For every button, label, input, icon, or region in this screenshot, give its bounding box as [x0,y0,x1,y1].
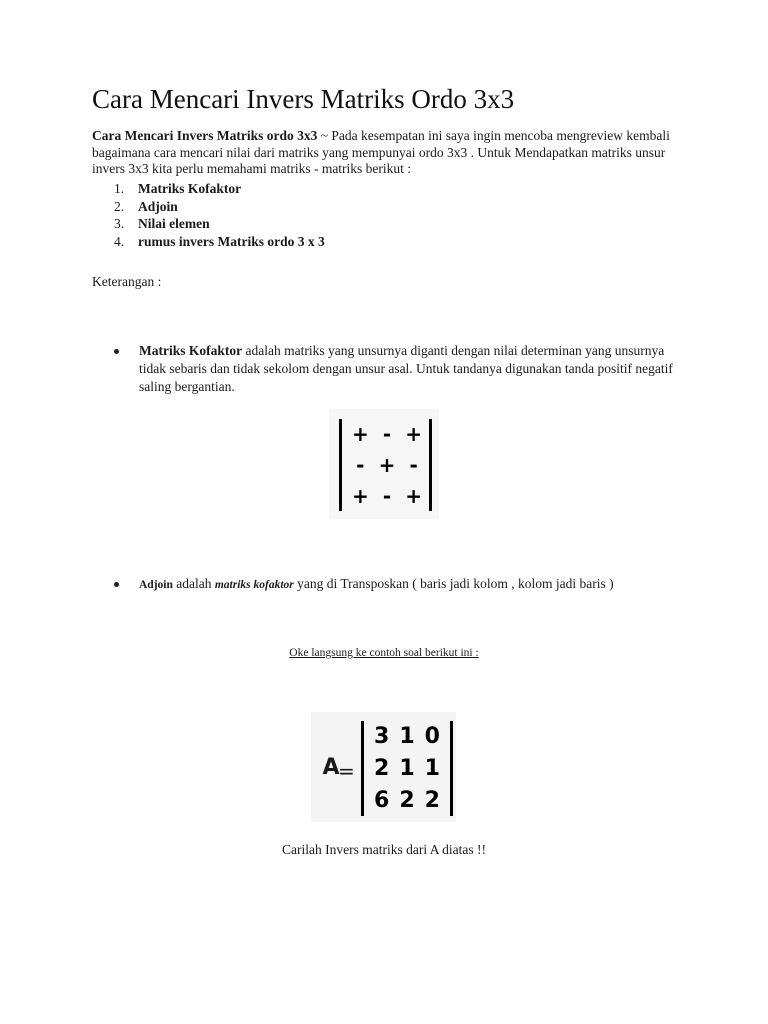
matrix-cell: 3 [374,724,390,750]
list-label: Nilai elemen [138,216,210,231]
adjoin-text2: yang di Transposkan ( baris jadi kolom , kolom jadi baris ) [293,576,614,591]
sign-cell: - [409,452,418,477]
matrix-a-grid [369,721,445,816]
list-number: 1. [114,181,125,196]
question-text: Carilah Invers matriks dari A diatas !! [282,842,486,857]
list-label: rumus invers Matriks ordo 3 x 3 [138,233,325,249]
kofaktor-bold: Matriks Kofaktor [139,343,243,358]
adjoin-text [139,575,674,594]
matrix-left-bar [339,419,342,511]
list-item [92,233,325,251]
list-item [92,180,325,198]
list-item [92,198,325,216]
list-item [92,215,325,233]
matrix-cell: 6 [374,787,390,813]
matrix-cell: 1 [399,755,415,781]
sign-cell: - [356,452,365,477]
adjoin-italic: matriks kofaktor [214,579,294,591]
matrix-label: A [322,755,340,780]
matrix-cell: 0 [424,724,440,750]
matrix-a-image [311,712,456,822]
sign-cell: + [378,452,396,477]
adjoin-text1: adalah [172,576,215,591]
sign-matrix-grid [347,419,427,511]
keterangan-label: Keterangan : [92,274,162,289]
matrix-cell: 2 [399,787,415,813]
intro-bold: Cara Mencari Invers Matriks ordo 3x3 [92,128,318,143]
matrix-cell: 2 [424,787,440,813]
sign-cell: + [405,483,423,508]
sign-cell: + [351,483,369,508]
example-intro: Oke langsung ke contoh soal berikut ini : [289,647,479,659]
matrix-right-bar [450,721,453,816]
kofaktor-desc: adalah matriks yang unsurnya diganti dengan nilai determinan yang unsurnya tidak sebaris dan tidak sekolom dengan unsur asal. Untuk tandanya digunakan tanda positif negatif saling bergantian. [139,343,673,394]
list-number: 4. [114,233,125,249]
sign-cell: - [382,483,392,508]
equals-sign: = [338,759,355,783]
intro-text: ~ Pada kesempatan ini saya ingin mencoba mengreview kembali bagaimana cara mencari nilai dari matriks yang mempunyai ordo 3x3 . Untuk Mendapatkan matriks unsur invers 3x3 kita perlu memahami matriks - matriks berikut : [92,128,670,176]
list-label: Matriks Kofaktor [138,181,242,196]
kofaktor-text [139,342,674,396]
intro-paragraph [92,128,692,178]
sign-cell: + [351,422,369,447]
matrix-cell: 2 [374,755,390,781]
bullet-dot-icon [114,349,119,354]
sign-cell: + [405,422,423,447]
sign-cell: - [382,422,392,447]
list-number: 2. [114,198,125,214]
list-number: 3. [114,216,125,231]
matrix-right-bar [429,419,432,511]
page-title: Cara Mencari Invers Matriks Ordo 3x3 [92,84,515,114]
list-label: Adjoin [138,198,178,214]
adjoin-bullet [114,575,674,594]
sign-matrix-image [329,409,439,519]
matrix-cell: 1 [424,755,440,781]
steps-list [92,180,325,250]
kofaktor-bullet [114,342,674,396]
matrix-cell: 1 [399,724,415,750]
matrix-left-bar [361,721,364,816]
adjoin-bold: Adjoin [139,579,173,591]
bullet-dot-icon [114,582,119,587]
